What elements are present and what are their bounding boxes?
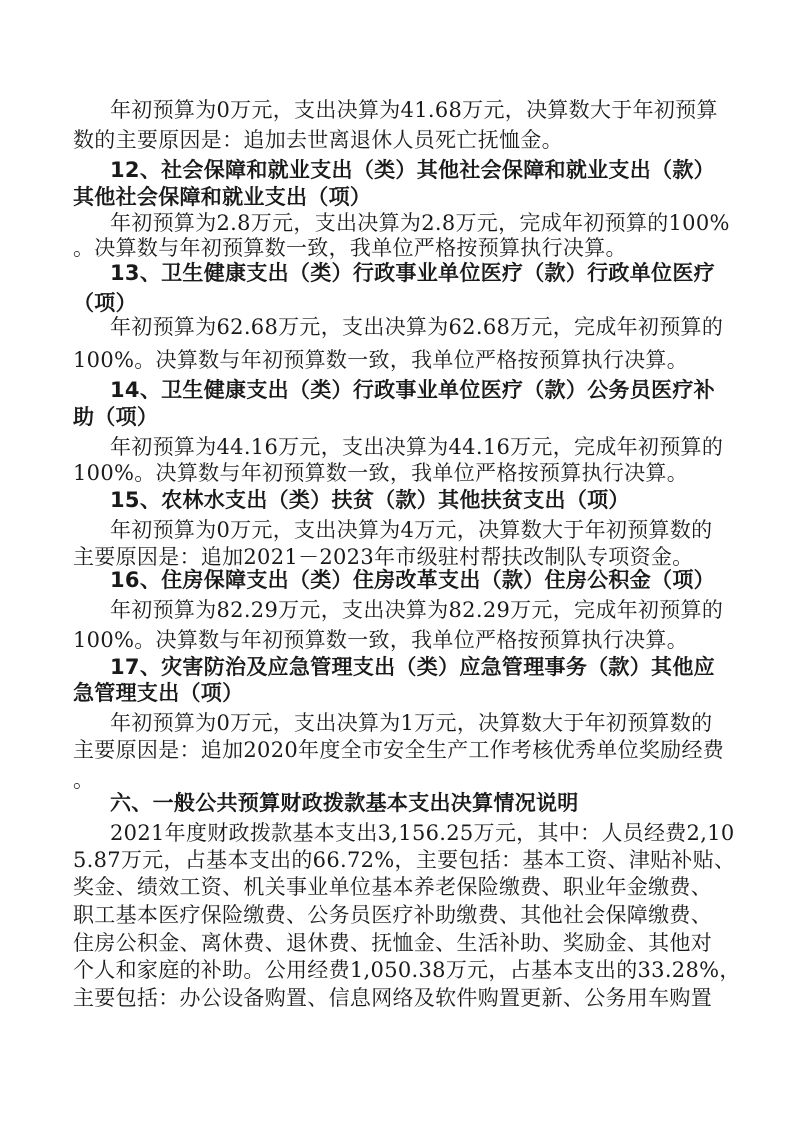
body-line: 主要包括：办公设备购置、信息网络及软件购置更新、公务用车购置 bbox=[73, 986, 712, 1010]
body-line: 年初预算为44.16万元，支出决算为44.16万元，完成年初预算的 bbox=[110, 435, 724, 459]
body-line: 年初预算为0万元，支出决算为1万元，决算数大于年初预算数的 bbox=[110, 711, 713, 735]
body-line: 年初预算为0万元，支出决算为41.68万元，决算数大于年初预算 bbox=[110, 98, 718, 122]
section-heading-13: 13、卫生健康支出（类）行政事业单位医疗（款）行政单位医疗 bbox=[110, 261, 715, 285]
section-heading-14-cont: 助（项） bbox=[73, 405, 159, 429]
body-line: 主要原因是：追加2021－2023年市级驻村帮扶改制队专项资金。 bbox=[73, 545, 694, 569]
section-heading-12-cont: 其他社会保障和就业支出（项） bbox=[73, 185, 372, 209]
section-heading-15: 15、农林水支出（类）扶贫（款）其他扶贫支出（项） bbox=[110, 488, 630, 512]
body-line: 100%。决算数与年初预算数一致，我单位严格按预算执行决算。 bbox=[73, 461, 689, 485]
section-heading-17-cont: 急管理支出（项） bbox=[73, 681, 244, 705]
body-line: 个人和家庭的补助。公用经费1,050.38万元，占基本支出的33.28%， bbox=[73, 958, 741, 982]
body-line: 奖金、绩效工资、机关事业单位基本养老保险缴费、职业年金缴费、 bbox=[73, 875, 712, 899]
body-line: 。决算数与年初预算数一致，我单位严格按预算执行决算。 bbox=[73, 236, 627, 260]
section-heading-16: 16、住房保障支出（类）住房改革支出（款）住房公积金（项） bbox=[110, 568, 715, 592]
chapter-heading-6: 六、一般公共预算财政拨款基本支出决算情况说明 bbox=[110, 791, 579, 815]
body-line: 。 bbox=[73, 768, 95, 792]
body-line: 5.87万元，占基本支出的66.72%，主要包括：基本工资、津贴补贴、 bbox=[73, 848, 736, 872]
body-line: 2021年度财政拨款基本支出3,156.25万元，其中：人员经费2,10 bbox=[110, 821, 735, 845]
body-line: 100%。决算数与年初预算数一致，我单位严格按预算执行决算。 bbox=[73, 348, 689, 372]
body-line: 年初预算为62.68万元，支出决算为62.68万元，完成年初预算的 bbox=[110, 315, 724, 339]
body-line: 职工基本医疗保险缴费、公务员医疗补助缴费、其他社会保障缴费、 bbox=[73, 903, 712, 927]
section-heading-13-cont: （项） bbox=[73, 291, 137, 315]
body-line: 主要原因是：追加2020年度全市安全生产工作考核优秀单位奖励经费 bbox=[73, 738, 725, 762]
body-line: 年初预算为82.29万元，支出决算为82.29万元，完成年初预算的 bbox=[110, 598, 724, 622]
body-line: 住房公积金、离休费、退休费、抚恤金、生活补助、奖励金、其他对 bbox=[73, 931, 712, 955]
body-line: 数的主要原因是：追加去世离退休人员死亡抚恤金。 bbox=[73, 128, 563, 152]
section-heading-12: 12、社会保障和就业支出（类）其他社会保障和就业支出（款） bbox=[110, 158, 715, 182]
body-line: 年初预算为2.8万元，支出决算为2.8万元，完成年初预算的100% bbox=[110, 211, 730, 235]
body-line: 100%。决算数与年初预算数一致，我单位严格按预算执行决算。 bbox=[73, 628, 689, 652]
section-heading-17: 17、灾害防治及应急管理支出（类）应急管理事务（款）其他应 bbox=[110, 655, 715, 679]
body-line: 年初预算为0万元，支出决算为4万元，决算数大于年初预算数的 bbox=[110, 518, 713, 542]
section-heading-14: 14、卫生健康支出（类）行政事业单位医疗（款）公务员医疗补 bbox=[110, 378, 715, 402]
